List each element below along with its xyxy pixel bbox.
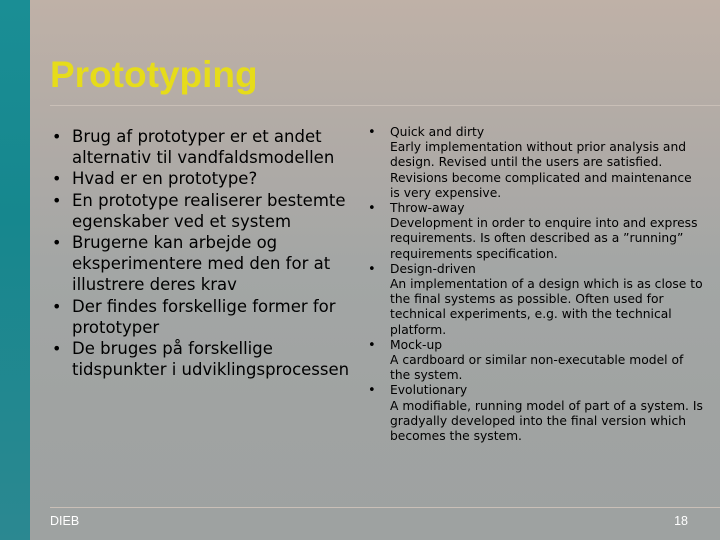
- bullet-icon: •: [52, 233, 62, 253]
- prototype-type-title: Design-driven: [390, 261, 476, 276]
- footer-label: DIEB: [50, 514, 80, 528]
- prototype-type-item: [368, 338, 703, 384]
- left-bullet-item: [52, 190, 352, 232]
- prototype-type-description: A cardboard or similar non-executable model of the system.: [390, 353, 684, 383]
- prototype-type-description: An implementation of a design which is as close to the final systems as possible. Often used for technical experiments, e.g. with the technical platform.: [390, 277, 703, 337]
- left-bullet-item: [52, 168, 352, 189]
- slide-title: Prototyping: [50, 54, 258, 95]
- prototype-type-item: [368, 262, 703, 338]
- page-number: 18: [674, 514, 688, 528]
- bullet-icon: •: [52, 169, 62, 189]
- bullet-icon: •: [368, 125, 376, 140]
- bullet-icon: •: [368, 201, 376, 217]
- prototype-type-title: Mock-up: [390, 337, 443, 352]
- prototype-type-description: Early implementation without prior analysis and design. Revised until the users are satisfied. Revisions become complicated and maintenance is very expensive.: [390, 140, 692, 200]
- bullet-icon: •: [52, 296, 62, 316]
- left-bullet-item: [52, 296, 352, 338]
- bullet-icon: •: [368, 337, 376, 353]
- left-bullet-text: Brug af prototyper er et andet alternativ til vandfaldsmodellen: [72, 127, 335, 168]
- bullet-icon: •: [52, 339, 62, 359]
- prototype-type-title: Evolutionary: [390, 383, 468, 398]
- left-bullet-item: [52, 232, 352, 296]
- left-bullet-text: De bruges på forskellige tidspunkter i udviklingsprocessen: [72, 339, 350, 380]
- left-bullet-list: [52, 126, 352, 380]
- prototype-type-item: [368, 201, 703, 262]
- bullet-icon: •: [368, 261, 376, 277]
- left-bullet-text: En prototype realiserer bestemte egenskaber ved et system: [72, 190, 346, 231]
- left-bullet-text: Hvad er en prototype?: [72, 169, 258, 189]
- footer-divider: [50, 507, 720, 508]
- prototype-type-title: Quick and dirty: [390, 125, 485, 139]
- bullet-icon: •: [52, 127, 62, 146]
- prototype-type-item: [368, 125, 703, 201]
- prototype-type-item: [368, 383, 703, 444]
- title-divider: [50, 105, 720, 106]
- right-bullet-list: [368, 125, 703, 444]
- left-bullet-text: Brugerne kan arbejde og eksperimentere med den for at illustrere deres krav: [72, 233, 331, 295]
- left-bullet-text: Der findes forskellige former for prototyper: [72, 296, 336, 337]
- left-bullet-item: [52, 338, 352, 380]
- prototype-type-description: Development in order to enquire into and express requirements. Is often described as a ”running” requirements specification.: [390, 216, 698, 261]
- prototype-type-description: A modifiable, running model of part of a system. Is gradyally developed into the final version which becomes the system.: [390, 398, 703, 444]
- left-accent-band: [0, 0, 30, 540]
- left-bullet-item: [52, 126, 352, 168]
- prototype-type-title: Throw-away: [390, 201, 465, 216]
- bullet-icon: •: [52, 190, 62, 210]
- bullet-icon: •: [368, 383, 376, 399]
